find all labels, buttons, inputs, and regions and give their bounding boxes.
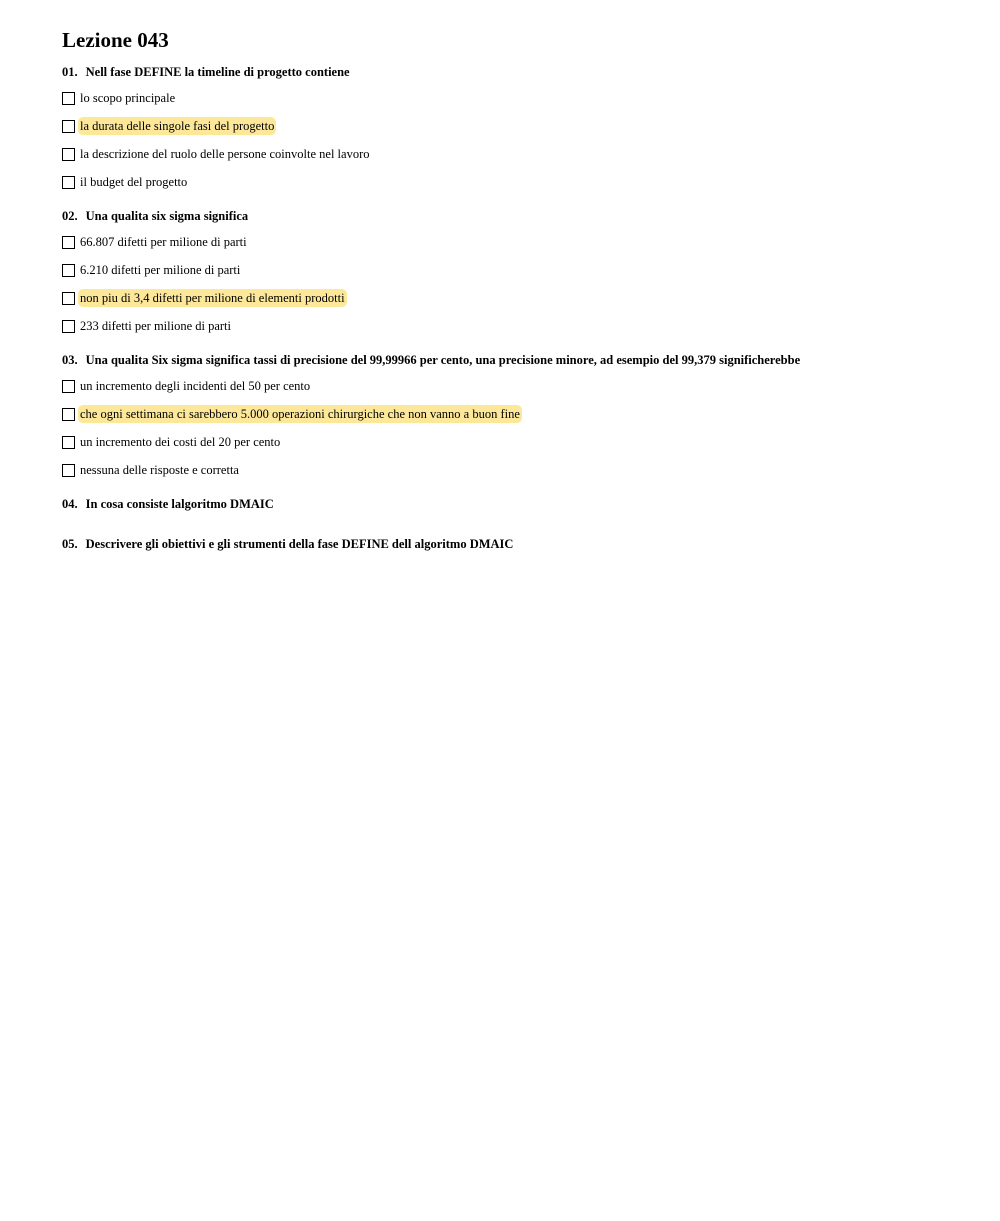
answer-text-highlighted: non piu di 3,4 difetti per milione di elementi prodotti	[80, 291, 345, 305]
answer-checkbox[interactable]	[62, 236, 75, 249]
question-heading	[62, 206, 962, 226]
question-number: 05.	[62, 537, 78, 551]
question-text: In cosa consiste lalgoritmo DMAIC	[85, 497, 274, 511]
answer-option-correct[interactable]	[62, 116, 962, 136]
question-04	[62, 494, 962, 514]
answer-checkbox[interactable]	[62, 148, 75, 161]
question-number: 04.	[62, 497, 78, 511]
answer-option-correct[interactable]	[62, 404, 962, 424]
answer-option[interactable]	[62, 432, 962, 452]
answer-checkbox[interactable]	[62, 176, 75, 189]
answer-checkbox[interactable]	[62, 408, 75, 421]
answer-text: la descrizione del ruolo delle persone coinvolte nel lavoro	[80, 147, 370, 161]
answer-checkbox[interactable]	[62, 92, 75, 105]
answer-option[interactable]	[62, 88, 962, 108]
question-number: 01.	[62, 65, 78, 79]
question-text: Una qualita Six sigma significa tassi di precisione del 99,99966 per cento, una precisione minore, ad esempio del 99,379 significherebbe	[85, 353, 801, 367]
answer-checkbox[interactable]	[62, 120, 75, 133]
answer-text-highlighted: che ogni settimana ci sarebbero 5.000 operazioni chirurgiche che non vanno a buon fine	[80, 407, 520, 421]
question-number: 03.	[62, 353, 78, 367]
answer-checkbox[interactable]	[62, 320, 75, 333]
answer-text: un incremento degli incidenti del 50 per cento	[80, 379, 311, 393]
answer-option[interactable]	[62, 232, 962, 252]
answer-text: 6.210 difetti per milione di parti	[80, 263, 241, 277]
answer-text: 233 difetti per milione di parti	[80, 319, 232, 333]
answer-text: un incremento dei costi del 20 per cento	[80, 435, 281, 449]
answer-option-correct[interactable]	[62, 288, 962, 308]
question-heading	[62, 350, 962, 370]
answer-text: 66.807 difetti per milione di parti	[80, 235, 247, 249]
question-text: Una qualita six sigma significa	[85, 209, 249, 223]
answer-checkbox[interactable]	[62, 464, 75, 477]
question-02	[62, 206, 962, 336]
question-text: Nell fase DEFINE la timeline di progetto contiene	[85, 65, 350, 79]
question-heading	[62, 62, 962, 82]
lesson-title: Lezione 043	[62, 28, 169, 52]
answer-checkbox[interactable]	[62, 436, 75, 449]
question-text: Descrivere gli obiettivi e gli strumenti della fase DEFINE dell algoritmo DMAIC	[85, 537, 514, 551]
question-01	[62, 62, 962, 192]
question-number: 02.	[62, 209, 78, 223]
answer-option[interactable]	[62, 460, 962, 480]
answer-text-highlighted: la durata delle singole fasi del progetto	[80, 119, 275, 133]
answer-text: nessuna delle risposte e corretta	[80, 463, 239, 477]
answer-option[interactable]	[62, 172, 962, 192]
answer-text: il budget del progetto	[80, 175, 188, 189]
answer-text: lo scopo principale	[80, 91, 176, 105]
question-03	[62, 350, 962, 480]
question-05	[62, 534, 962, 554]
question-heading	[62, 534, 962, 554]
answer-option[interactable]	[62, 144, 962, 164]
answer-checkbox[interactable]	[62, 264, 75, 277]
answer-option[interactable]	[62, 260, 962, 280]
document-page	[62, 27, 962, 574]
answer-checkbox[interactable]	[62, 380, 75, 393]
answer-checkbox[interactable]	[62, 292, 75, 305]
question-heading	[62, 494, 962, 514]
answer-option[interactable]	[62, 316, 962, 336]
answer-option[interactable]	[62, 376, 962, 396]
